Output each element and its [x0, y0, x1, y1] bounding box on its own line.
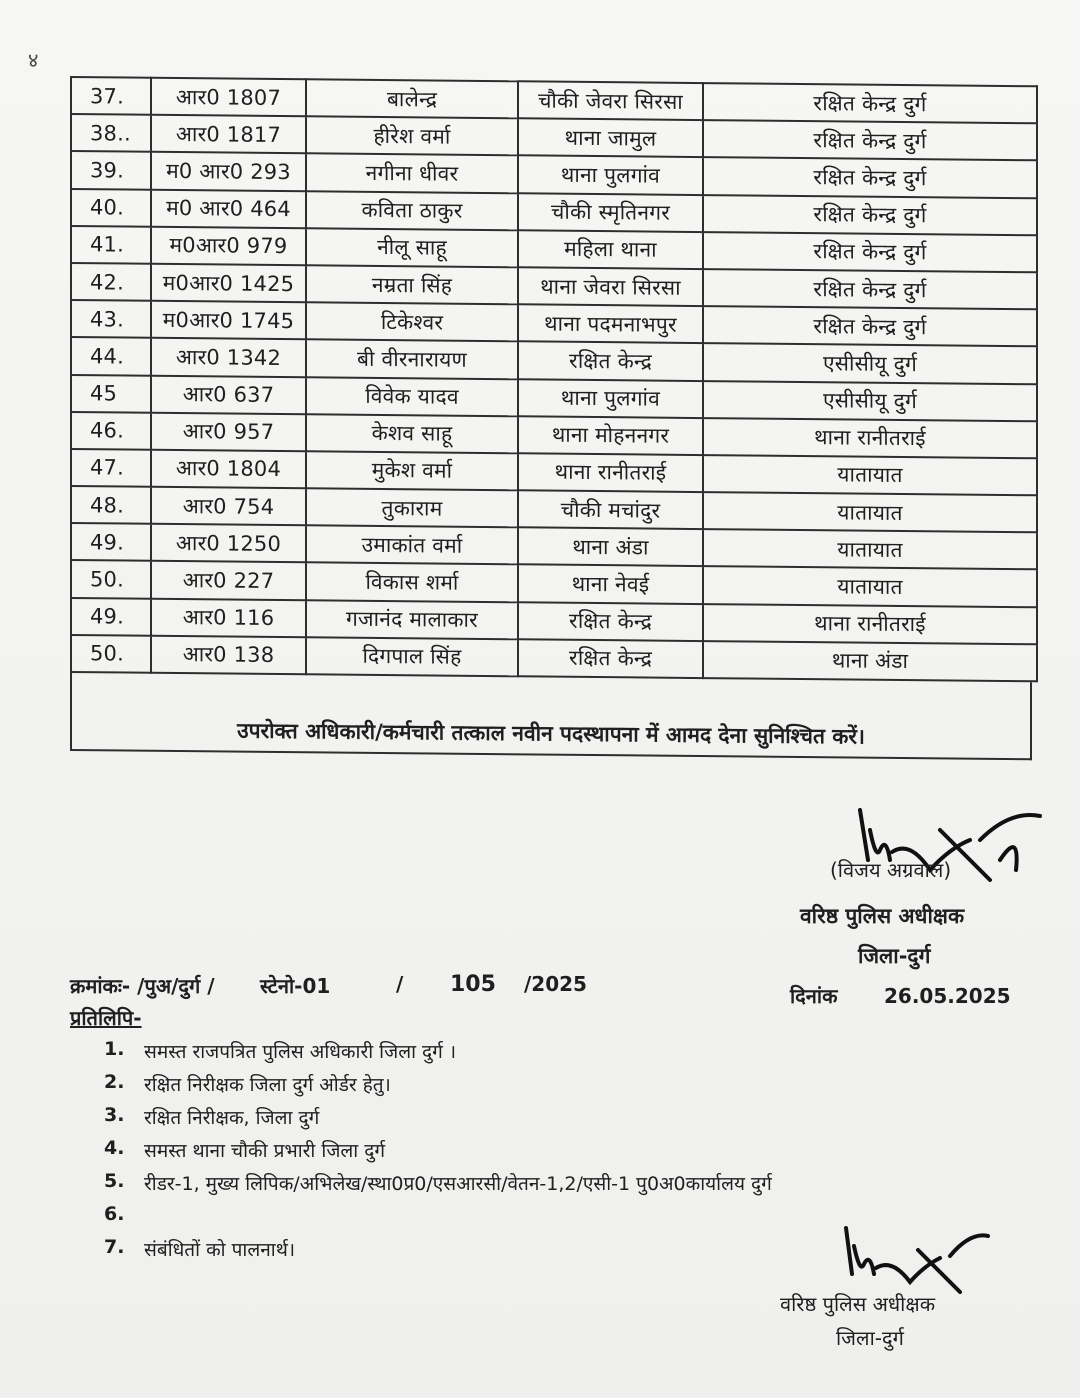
date-value: 26.05.2025	[884, 984, 1011, 1008]
employee-name-cell: उमाकांत वर्मा	[306, 526, 518, 565]
list-item-number: 2.	[104, 1071, 125, 1093]
employee-name-cell: नीलू साहू	[306, 228, 518, 267]
serial-number-cell: 49.	[71, 523, 151, 561]
signatory-district: जिला-दुर्ग	[858, 944, 931, 968]
new-posting-cell: रक्षित केन्द्र दुर्ग	[703, 232, 1037, 272]
current-posting-cell: थाना जामुल	[518, 118, 703, 157]
employee-id-cell: आर0 957	[151, 412, 306, 451]
current-posting-cell: चौकी मचांदुर	[518, 490, 703, 529]
employee-name-cell: नगीना धीवर	[306, 154, 518, 193]
employee-id-cell: आर0 1250	[151, 524, 306, 563]
list-item-number: 5.	[104, 1170, 125, 1192]
new-posting-cell: यातायात	[703, 529, 1037, 569]
list-item-number: 7.	[104, 1236, 125, 1258]
employee-id-cell: म0आर0 979	[151, 227, 306, 266]
list-item	[104, 1236, 884, 1269]
new-posting-cell: थाना रानीतराई	[703, 418, 1037, 458]
list-item	[104, 1203, 884, 1236]
employee-id-cell: आर0 754	[151, 487, 306, 526]
signatory-2-title: वरिष्ठ पुलिस अधीक्षक	[780, 1292, 936, 1316]
employee-name-cell: विवेक यादव	[306, 377, 518, 416]
employee-id-cell: आर0 138	[151, 636, 306, 675]
transfer-table-container	[70, 76, 1036, 760]
list-item-text: रक्षित निरीक्षक, जिला दुर्ग	[144, 1107, 320, 1129]
copy-heading: प्रतिलिपि-	[70, 1006, 142, 1030]
new-posting-cell: यातायात	[703, 455, 1037, 495]
serial-number-cell: 48.	[71, 486, 151, 524]
distribution-list	[104, 1038, 884, 1269]
serial-number-cell: 37.	[71, 77, 151, 115]
order-prefix: क्रमांकः- /पुअ/दुर्ग /	[70, 974, 215, 998]
list-item	[104, 1137, 884, 1170]
signatory-name: (विजय अग्रवाल)	[830, 858, 952, 882]
transfer-table	[70, 76, 1038, 682]
margin-mark: ४	[28, 48, 39, 72]
employee-name-cell: कविता ठाकुर	[306, 191, 518, 230]
instruction-note	[70, 673, 1032, 760]
serial-number-cell: 42.	[71, 263, 151, 301]
list-item-text: समस्त थाना चौकी प्रभारी जिला दुर्ग	[144, 1140, 386, 1162]
new-posting-cell: एसीसीयू दुर्ग	[703, 381, 1037, 421]
new-posting-cell: यातायात	[703, 492, 1037, 532]
serial-number-cell: 47.	[71, 449, 151, 487]
serial-number-cell: 50.	[71, 560, 151, 598]
current-posting-cell: चौकी स्मृतिनगर	[518, 193, 703, 232]
list-item	[104, 1071, 884, 1104]
serial-number-cell: 40.	[71, 189, 151, 227]
serial-number-cell: 44.	[71, 337, 151, 375]
list-item-number: 6.	[104, 1203, 125, 1225]
serial-number-cell: 46.	[71, 412, 151, 450]
serial-number-cell: 45	[71, 375, 151, 413]
new-posting-cell: एसीसीयू दुर्ग	[703, 343, 1037, 383]
current-posting-cell: चौकी जेवरा सिरसा	[518, 81, 703, 120]
new-posting-cell: रक्षित केन्द्र दुर्ग	[703, 306, 1037, 346]
current-posting-cell: थाना अंडा	[518, 528, 703, 567]
serial-number-cell: 41.	[71, 226, 151, 264]
employee-name-cell: बालेन्द्र	[306, 79, 518, 118]
new-posting-cell: रक्षित केन्द्र दुर्ग	[703, 83, 1037, 123]
date-label: दिनांक	[790, 984, 838, 1008]
current-posting-cell: थाना नेवई	[518, 565, 703, 604]
employee-name-cell: दिगपाल सिंह	[306, 637, 518, 676]
serial-number-cell: 38..	[71, 114, 151, 152]
employee-name-cell: तुकाराम	[306, 488, 518, 527]
employee-id-cell: आर0 1804	[151, 450, 306, 489]
employee-id-cell: म0आर0 1745	[151, 301, 306, 340]
new-posting-cell: थाना अंडा	[703, 641, 1037, 681]
list-item-text: संबंधितों को पालनार्थ।	[144, 1239, 296, 1261]
order-slash: /	[396, 972, 404, 996]
list-item-number: 3.	[104, 1104, 125, 1126]
new-posting-cell: यातायात	[703, 567, 1037, 607]
employee-id-cell: म0 आर0 464	[151, 189, 306, 228]
list-item-number: 4.	[104, 1137, 125, 1159]
current-posting-cell: थाना जेवरा सिरसा	[518, 267, 703, 306]
new-posting-cell: थाना रानीतराई	[703, 604, 1037, 644]
employee-id-cell: आर0 1342	[151, 338, 306, 377]
employee-id-cell: आर0 637	[151, 375, 306, 414]
list-item-text: रीडर-1, मुख्य लिपिक/अभिलेख/स्था0प्र0/एसआरसी/वेतन-1,2/एसी-1 पु0अ0कार्यालय दुर्ग	[144, 1173, 772, 1195]
list-item	[104, 1104, 884, 1137]
current-posting-cell: थाना पदमनाभपुर	[518, 304, 703, 343]
employee-name-cell: नम्रता सिंह	[306, 265, 518, 304]
new-posting-cell: रक्षित केन्द्र दुर्ग	[703, 157, 1037, 197]
signatory-title: वरिष्ठ पुलिस अधीक्षक	[800, 904, 965, 928]
list-item-text: समस्त राजपत्रित पुलिस अधिकारी जिला दुर्ग ।	[144, 1041, 457, 1063]
transfer-table-body	[71, 77, 1037, 681]
employee-name-cell: केशव साहू	[306, 414, 518, 453]
current-posting-cell: रक्षित केन्द्र	[518, 639, 703, 678]
list-item-text: रक्षित निरीक्षक जिला दुर्ग ओर्डर हेतु।	[144, 1074, 391, 1096]
signatory-2-district: जिला-दुर्ग	[836, 1326, 904, 1350]
order-year: /2025	[524, 972, 587, 996]
list-item-number: 1.	[104, 1038, 125, 1060]
employee-id-cell: म0आर0 1425	[151, 264, 306, 303]
employee-name-cell: बी वीरनारायण	[306, 340, 518, 379]
serial-number-cell: 39.	[71, 151, 151, 189]
new-posting-cell: रक्षित केन्द्र दुर्ग	[703, 195, 1037, 235]
order-number: 105	[450, 972, 496, 997]
employee-id-cell: म0 आर0 293	[151, 152, 306, 191]
new-posting-cell: रक्षित केन्द्र दुर्ग	[703, 120, 1037, 160]
employee-name-cell: मुकेश वर्मा	[306, 451, 518, 490]
employee-id-cell: आर0 1817	[151, 115, 306, 154]
employee-id-cell: आर0 1807	[151, 78, 306, 117]
current-posting-cell: रक्षित केन्द्र	[518, 602, 703, 641]
serial-number-cell: 50.	[71, 635, 151, 673]
new-posting-cell: रक्षित केन्द्र दुर्ग	[703, 269, 1037, 309]
serial-number-cell: 49.	[71, 598, 151, 636]
employee-name-cell: गजानंद मालाकार	[306, 600, 518, 639]
current-posting-cell: रक्षित केन्द्र	[518, 342, 703, 381]
employee-id-cell: आर0 116	[151, 598, 306, 637]
current-posting-cell: थाना रानीतराई	[518, 453, 703, 492]
order-steno: स्टेनो-01	[260, 974, 331, 998]
serial-number-cell: 43.	[71, 300, 151, 338]
employee-id-cell: आर0 227	[151, 561, 306, 600]
current-posting-cell: थाना पुलगांव	[518, 156, 703, 195]
handwritten-signature-icon	[820, 800, 1060, 900]
employee-name-cell: विकास शर्मा	[306, 563, 518, 602]
current-posting-cell: महिला थाना	[518, 230, 703, 269]
current-posting-cell: थाना पुलगांव	[518, 379, 703, 418]
list-item	[104, 1038, 884, 1071]
employee-name-cell: हीरेश वर्मा	[306, 116, 518, 155]
instruction-note-text: उपरोक्त अधिकारी/कर्मचारी तत्काल नवीन पदस्थापना में आमद देना सुनिश्चित करें।	[237, 718, 865, 749]
employee-name-cell: टिकेश्वर	[306, 302, 518, 341]
list-item	[104, 1170, 884, 1203]
current-posting-cell: थाना मोहननगर	[518, 416, 703, 455]
